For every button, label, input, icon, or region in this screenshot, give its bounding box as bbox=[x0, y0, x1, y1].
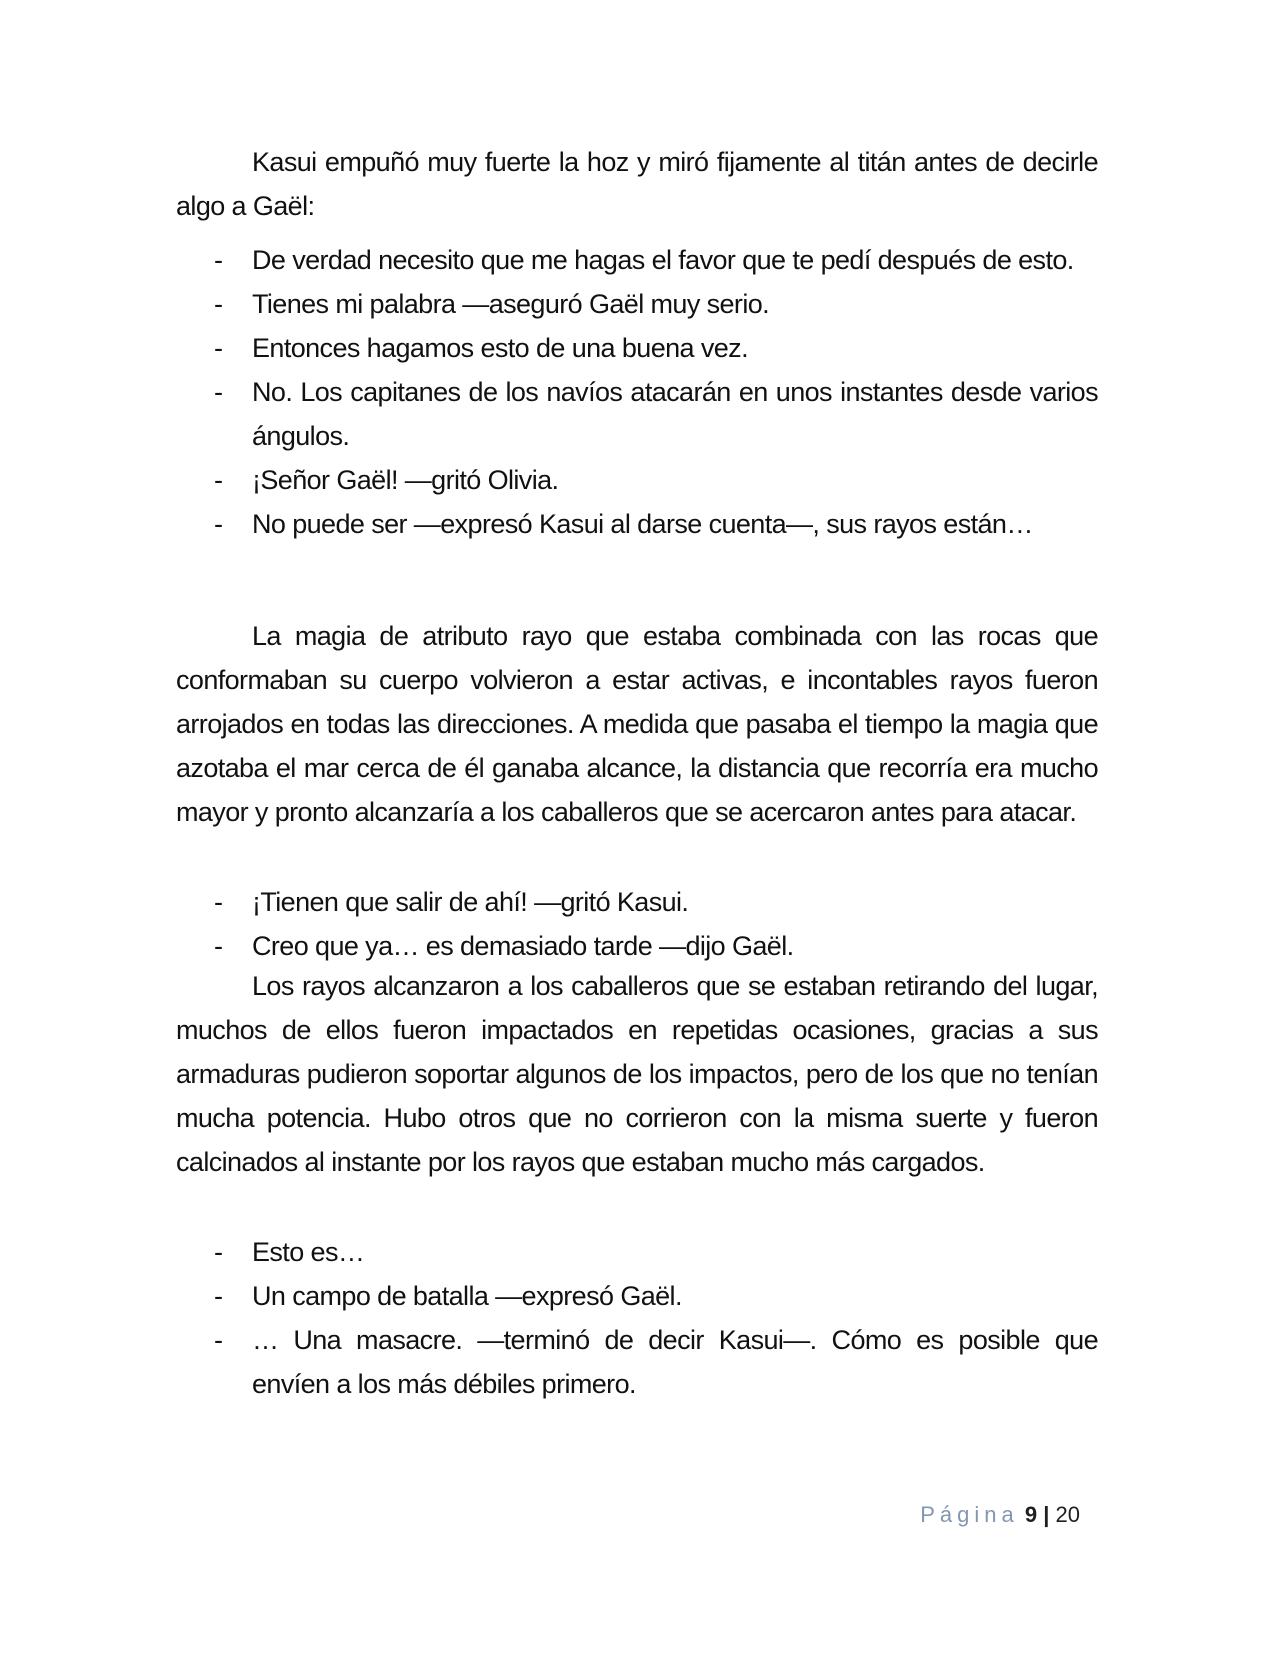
dash-bullet: - bbox=[214, 245, 223, 275]
dash-bullet: - bbox=[214, 931, 223, 961]
dialog-line bbox=[176, 502, 1098, 546]
dialog-section bbox=[176, 880, 1098, 968]
dialog-text: Tienes mi palabra —aseguró Gaël muy serio. bbox=[252, 289, 770, 319]
dialog-line bbox=[176, 1274, 1098, 1318]
paragraph-text: La magia de atributo rayo que estaba combinada con las rocas que conformaban su cuerpo volvieron a estar activas, e incontables rayos fueron arrojados en todas las direcciones. A medida que pasaba el tiempo la magia que azotaba el mar cerca de él ganaba alcance, la distancia que recorría era mucho mayor y pronto alcanzaría a los caballeros que se acercaron antes para atacar. bbox=[176, 621, 1098, 827]
narrative-paragraph bbox=[176, 140, 1098, 228]
paragraph-text: Los rayos alcanzaron a los caballeros que se estaban retirando del lugar, muchos de ellos fueron impactados en repetidas ocasiones, gracias a sus armaduras pudieron soportar algunos de los impactos, pero de los que no tenían mucha potencia. Hubo otros que no corrieron con la misma suerte y fueron calcinados al instante por los rayos que estaban mucho más cargados. bbox=[176, 971, 1098, 1177]
page-label: Página bbox=[920, 1502, 1019, 1527]
page-total: 20 bbox=[1055, 1502, 1080, 1527]
dash-bullet: - bbox=[214, 509, 223, 539]
dash-bullet: - bbox=[214, 465, 223, 495]
dialog-list bbox=[176, 880, 1098, 968]
dialog-line bbox=[176, 458, 1098, 502]
dialog-text: Entonces hagamos esto de una buena vez. bbox=[252, 333, 748, 363]
dash-bullet: - bbox=[214, 1281, 223, 1311]
dash-bullet: - bbox=[214, 289, 223, 319]
dialog-line bbox=[176, 880, 1098, 924]
dialog-section bbox=[176, 238, 1098, 546]
dash-bullet: - bbox=[214, 1325, 223, 1355]
page-separator: | bbox=[1043, 1502, 1050, 1527]
dialog-line bbox=[176, 370, 1098, 458]
dialog-line bbox=[176, 326, 1098, 370]
dash-bullet: - bbox=[214, 1237, 223, 1267]
dash-bullet: - bbox=[214, 333, 223, 363]
page-footer bbox=[880, 1502, 1080, 1528]
dialog-line bbox=[176, 924, 1098, 968]
dialog-text: No puede ser —expresó Kasui al darse cuenta—, sus rayos están… bbox=[252, 509, 1033, 539]
dialog-text: ¡Señor Gaël! —gritó Olivia. bbox=[252, 465, 559, 495]
dialog-text: Esto es… bbox=[252, 1237, 365, 1267]
paragraph-text: Kasui empuñó muy fuerte la hoz y miró fijamente al titán antes de decirle algo a Gaël: bbox=[176, 147, 1098, 221]
narrative-paragraph bbox=[176, 614, 1098, 834]
dialog-text: ¡Tienen que salir de ahí! —gritó Kasui. bbox=[252, 887, 689, 917]
dash-bullet: - bbox=[214, 377, 223, 407]
dialog-text: Un campo de batalla —expresó Gaël. bbox=[252, 1281, 682, 1311]
dialog-text: No. Los capitanes de los navíos atacarán en unos instantes desde varios ángulos. bbox=[252, 377, 1098, 451]
dialog-text: … Una masacre. —terminó de decir Kasui—. Cómo es posible que envíen a los más débiles primero. bbox=[252, 1325, 1098, 1399]
dialog-line bbox=[176, 1230, 1098, 1274]
dialog-line bbox=[176, 238, 1098, 282]
narrative-paragraph bbox=[176, 964, 1098, 1184]
dialog-line bbox=[176, 1318, 1098, 1406]
dialog-list bbox=[176, 1230, 1098, 1406]
dialog-line bbox=[176, 282, 1098, 326]
dialog-list bbox=[176, 238, 1098, 546]
dash-bullet: - bbox=[214, 887, 223, 917]
dialog-text: Creo que ya… es demasiado tarde —dijo Gaël. bbox=[252, 931, 794, 961]
dialog-text: De verdad necesito que me hagas el favor que te pedí después de esto. bbox=[252, 245, 1074, 275]
page-number: 9 bbox=[1024, 1502, 1038, 1527]
dialog-section bbox=[176, 1230, 1098, 1406]
